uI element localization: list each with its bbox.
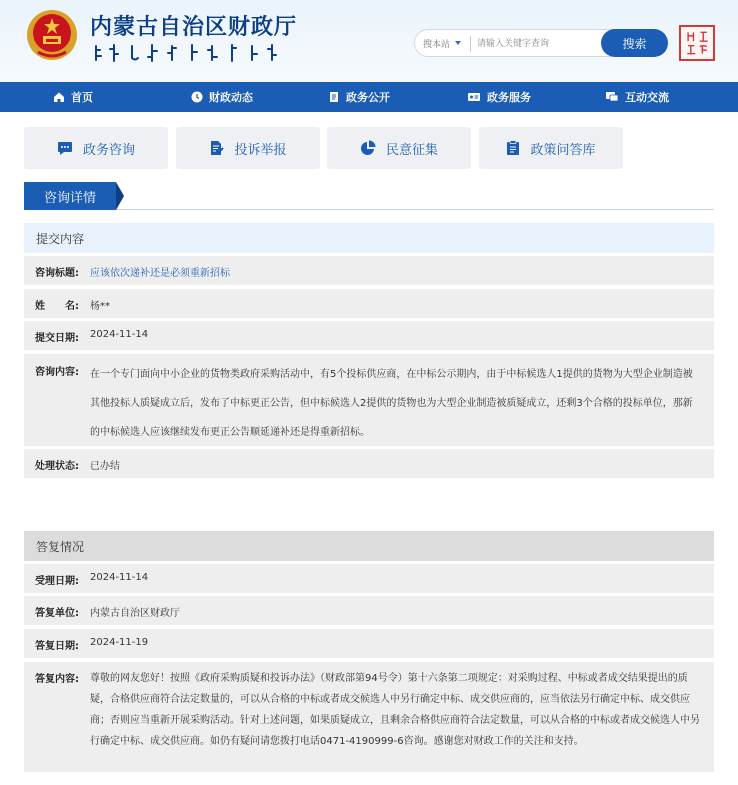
caret-down-icon[interactable]: [455, 41, 461, 45]
section-title: 咨询详情: [24, 182, 116, 210]
search-box: [414, 29, 667, 57]
main-nav: [0, 82, 738, 112]
nav-label: 政务公开: [346, 91, 390, 104]
chat-icon: [605, 91, 619, 103]
submission-name: 杨**: [90, 301, 110, 312]
reply-content-row: [24, 662, 714, 772]
nav-label: 首页: [71, 91, 93, 104]
field-label: 答复内容:: [35, 674, 79, 685]
home-icon: [53, 91, 65, 103]
submission-heading: 提交内容: [24, 223, 714, 253]
nav-label: 政务服务: [487, 91, 531, 104]
field-label: 姓 名:: [35, 301, 79, 312]
nav-label: 互动交流: [625, 91, 669, 104]
quick-link-policy-qa[interactable]: [479, 127, 623, 169]
submission-content-row: [24, 354, 714, 446]
nav-item-gov-affairs-open[interactable]: [328, 82, 390, 112]
submission-content: 在一个专门面向中小企业的货物类政府采购活动中，有5个投标供应商，在中标公示期内，由于中标候选人1提供的货物为大型企业制造被其他投标人质疑成立后，发布了中标更正公告，但中标候选人2提供的货物也为大型企业制造被质疑成立，还剩3个合格的投标单位，那新的中标候选人应该继续发布更正公告顺延递补还是得重新招标。: [90, 369, 693, 438]
quick-link-consultation[interactable]: [24, 127, 168, 169]
submission-title-link[interactable]: 应该依次递补还是必须重新招标: [90, 268, 230, 279]
search-button[interactable]: 搜索: [601, 29, 668, 57]
quick-link-label: 民意征集: [385, 142, 438, 158]
pie-chart-icon: [360, 140, 376, 156]
field-label: 答复单位:: [35, 608, 79, 619]
reply-heading: 答复情况: [24, 531, 714, 561]
field-label: 答复日期:: [35, 641, 79, 652]
section-tab-corner: [116, 182, 124, 210]
search-scope-select[interactable]: 搜本站: [423, 40, 451, 50]
reply-date-row: [24, 629, 714, 658]
field-label: 咨询内容:: [35, 367, 79, 378]
nav-item-interaction[interactable]: [605, 82, 669, 112]
national-emblem-icon: [26, 8, 78, 62]
submission-date-row: [24, 321, 714, 350]
speech-bubble-icon: [57, 141, 73, 156]
section-header: [24, 182, 714, 210]
reply-unit: 内蒙古自治区财政厅: [90, 608, 180, 619]
red-seal-logo: [679, 25, 715, 61]
status-value: 已办结: [90, 461, 120, 472]
nav-item-gov-services[interactable]: [467, 82, 531, 112]
submission-date: 2024-11-14: [90, 329, 149, 340]
quick-link-label: 投诉举报: [234, 142, 287, 158]
nav-item-finance-news[interactable]: [191, 82, 253, 112]
mongolian-script-logo: [92, 42, 292, 64]
site-header: [0, 0, 738, 82]
site-title: 内蒙古自治区财政厅: [90, 15, 298, 40]
field-label: 咨询标题:: [35, 268, 79, 279]
field-label: 提交日期:: [35, 333, 79, 344]
search-divider: [470, 36, 471, 52]
submission-title-row: [24, 256, 714, 285]
id-card-icon: [467, 91, 481, 103]
clipboard-icon: [506, 140, 520, 156]
search-input[interactable]: [477, 35, 597, 53]
quick-link-opinion[interactable]: [327, 127, 471, 169]
nav-label: 财政动态: [209, 91, 253, 104]
field-label: 处理状态:: [35, 461, 79, 472]
edit-document-icon: [209, 140, 224, 156]
submission-name-row: [24, 289, 714, 318]
quick-link-label: 政策问答库: [530, 142, 596, 158]
reply-content: 尊敬的网友您好！按照《政府采购质疑和投诉办法》（财政部第94号令）第十六条第二项规定：对采购过程、中标或者成交结果提出的质疑，合格供应商符合法定数量的，可以从合格的中标或者成交候选人中另行确定中标、成交供应商的，应当依法另行确定中标、成交供应商；否则应当重新开展采购活动。针对上述问题，如果质疑成立，且剩余合格供应商符合法定数量，可以从合格的中标或者成交候选人中另行确定中标、成交供应商。如仍有疑问请您拨打电话0471-4190999-6咨询。感谢您对财政工作的关注和支持。: [90, 673, 700, 747]
reply-date: 2024-11-19: [90, 637, 149, 648]
quick-link-label: 政务咨询: [82, 142, 135, 158]
reply-unit-row: [24, 596, 714, 625]
field-label: 受理日期:: [35, 576, 79, 587]
nav-item-home[interactable]: [53, 82, 93, 112]
reply-accept-date-row: [24, 564, 714, 593]
reply-accept-date: 2024-11-14: [90, 572, 149, 583]
document-icon: [328, 91, 340, 103]
quick-link-complaint[interactable]: [176, 127, 320, 169]
clock-icon: [191, 91, 203, 103]
submission-status-row: [24, 449, 714, 478]
